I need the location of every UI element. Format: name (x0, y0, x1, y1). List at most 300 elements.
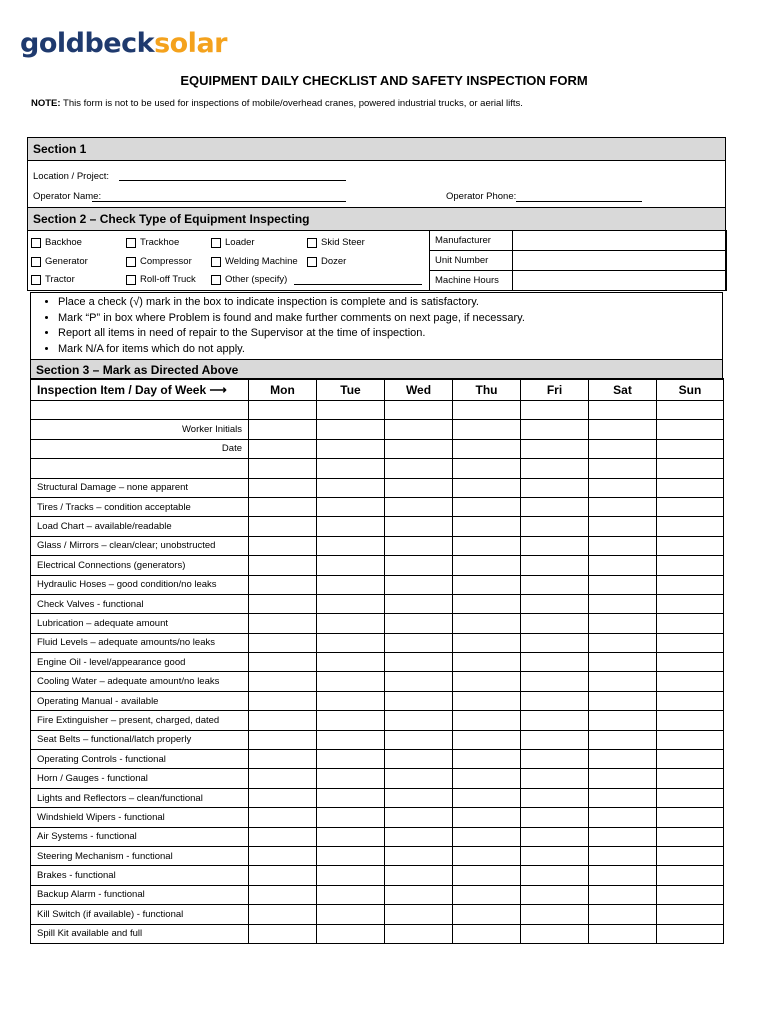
inspection-item-row (31, 924, 724, 943)
day-cell[interactable] (657, 594, 724, 613)
day-cell[interactable] (657, 730, 724, 749)
day-cell[interactable] (589, 420, 657, 439)
info-label: Unit Number (430, 251, 513, 271)
day-cell[interactable] (521, 653, 589, 672)
day-cell[interactable] (589, 808, 657, 827)
day-cell[interactable] (249, 459, 317, 478)
day-cell[interactable] (385, 905, 453, 924)
operator-name-label: Operator Name: (33, 191, 102, 202)
checkbox-trackhoe[interactable] (126, 237, 179, 248)
day-cell[interactable] (657, 536, 724, 555)
day-cell[interactable] (657, 750, 724, 769)
day-cell[interactable] (521, 866, 589, 885)
day-cell[interactable] (589, 401, 657, 420)
day-cell[interactable] (249, 672, 317, 691)
day-cell[interactable] (385, 924, 453, 943)
info-row-machine-hours (430, 271, 727, 291)
day-cell[interactable] (317, 556, 385, 575)
date-row (31, 439, 724, 458)
day-cell[interactable] (521, 730, 589, 749)
day-cell[interactable] (453, 924, 521, 943)
day-cell[interactable] (589, 497, 657, 516)
info-label: Manufacturer (430, 231, 513, 251)
day-cell[interactable] (385, 827, 453, 846)
day-cell[interactable] (317, 905, 385, 924)
info-row-unit-number (430, 251, 727, 271)
info-label: Machine Hours (430, 271, 513, 291)
day-cell[interactable] (317, 517, 385, 536)
day-cell[interactable] (521, 478, 589, 497)
row-label: Windshield Wipers - functional (31, 808, 249, 827)
day-cell[interactable] (589, 614, 657, 633)
day-cell[interactable] (657, 788, 724, 807)
inspection-item-row (31, 633, 724, 652)
row-label: Structural Damage – none apparent (31, 478, 249, 497)
manufacturer-input[interactable] (513, 231, 727, 251)
checkbox-label: Trackhoe (140, 237, 180, 248)
day-cell[interactable] (453, 556, 521, 575)
day-cell[interactable] (317, 866, 385, 885)
inspection-item-row (31, 478, 724, 497)
day-cell[interactable] (453, 905, 521, 924)
day-cell[interactable] (317, 536, 385, 555)
day-header-tue: Tue (317, 379, 385, 401)
day-cell[interactable] (521, 924, 589, 943)
day-cell[interactable] (317, 653, 385, 672)
day-cell[interactable] (317, 594, 385, 613)
row-label: Fluid Levels – adequate amounts/no leaks (31, 633, 249, 652)
checkbox-skid-steer[interactable] (307, 237, 365, 248)
row-label: Cooling Water – adequate amount/no leaks (31, 672, 249, 691)
day-cell[interactable] (453, 439, 521, 458)
day-cell[interactable] (249, 711, 317, 730)
checkbox-square[interactable] (126, 238, 136, 248)
day-cell[interactable] (317, 769, 385, 788)
day-cell[interactable] (249, 614, 317, 633)
day-cell[interactable] (317, 575, 385, 594)
day-cell[interactable] (657, 478, 724, 497)
worker-initials-row (31, 420, 724, 439)
checkbox-loader[interactable] (211, 237, 255, 248)
day-cell[interactable] (385, 420, 453, 439)
day-cell[interactable] (657, 401, 724, 420)
checkbox-label: Loader (225, 237, 255, 248)
day-cell[interactable] (453, 808, 521, 827)
checkbox-roll-off-truck[interactable] (126, 274, 196, 285)
day-cell[interactable] (317, 691, 385, 710)
day-cell[interactable] (453, 536, 521, 555)
day-cell[interactable] (521, 808, 589, 827)
other-specify-input[interactable] (294, 284, 422, 285)
day-cell[interactable] (657, 924, 724, 943)
day-cell[interactable] (317, 401, 385, 420)
logo-text-goldbeck: goldbeck (20, 28, 155, 59)
day-cell[interactable] (521, 401, 589, 420)
day-cell[interactable] (317, 924, 385, 943)
inspection-item-row (31, 614, 724, 633)
day-cell[interactable] (453, 730, 521, 749)
day-cell[interactable] (453, 653, 521, 672)
day-cell[interactable] (385, 846, 453, 865)
day-cell[interactable] (521, 575, 589, 594)
checkbox-square[interactable] (126, 257, 136, 267)
checkbox-label: Other (specify) (225, 274, 288, 285)
day-cell[interactable] (453, 827, 521, 846)
row-label: Kill Switch (if available) - functional (31, 905, 249, 924)
day-cell[interactable] (521, 885, 589, 904)
day-cell[interactable] (589, 478, 657, 497)
day-cell[interactable] (385, 866, 453, 885)
day-cell[interactable] (453, 594, 521, 613)
day-cell[interactable] (521, 439, 589, 458)
day-cell[interactable] (453, 420, 521, 439)
day-cell[interactable] (589, 924, 657, 943)
day-cell[interactable] (657, 459, 724, 478)
checkbox-square[interactable] (307, 257, 317, 267)
day-cell[interactable] (453, 575, 521, 594)
day-cell[interactable] (453, 691, 521, 710)
operator-name-input[interactable] (92, 201, 346, 202)
day-cell[interactable] (249, 594, 317, 613)
day-cell[interactable] (589, 788, 657, 807)
instruction-item: • Mark “P” in box where Problem is found and make further comments on next page, if necessary. (58, 311, 525, 327)
day-cell[interactable] (453, 633, 521, 652)
day-cell[interactable] (589, 536, 657, 555)
day-cell[interactable] (589, 769, 657, 788)
day-cell[interactable] (589, 517, 657, 536)
day-cell[interactable] (589, 633, 657, 652)
section3-heading: Section 3 – Mark as Directed Above (31, 359, 722, 379)
row-label: Spill Kit available and full (31, 924, 249, 943)
day-cell[interactable] (249, 924, 317, 943)
inspection-item-row (31, 594, 724, 613)
day-cell[interactable] (385, 885, 453, 904)
day-cell[interactable] (385, 711, 453, 730)
checkbox-welding-machine[interactable] (211, 256, 298, 267)
day-cell[interactable] (249, 517, 317, 536)
day-cell[interactable] (521, 672, 589, 691)
day-cell[interactable] (657, 575, 724, 594)
day-cell[interactable] (385, 556, 453, 575)
grid-body (31, 401, 724, 944)
day-cell[interactable] (453, 497, 521, 516)
day-cell[interactable] (521, 691, 589, 710)
day-cell[interactable] (249, 633, 317, 652)
company-logo (20, 26, 227, 62)
day-cell[interactable] (521, 497, 589, 516)
checkbox-compressor[interactable] (126, 256, 192, 267)
day-cell[interactable] (317, 420, 385, 439)
checkbox-label: Welding Machine (225, 256, 298, 267)
machine-hours-input[interactable] (513, 271, 727, 291)
day-cell[interactable] (657, 885, 724, 904)
day-cell[interactable] (385, 478, 453, 497)
day-cell[interactable] (317, 788, 385, 807)
day-cell[interactable] (385, 536, 453, 555)
day-cell[interactable] (521, 536, 589, 555)
day-cell[interactable] (453, 866, 521, 885)
day-cell[interactable] (317, 497, 385, 516)
checkbox-square[interactable] (126, 275, 136, 285)
day-cell[interactable] (589, 691, 657, 710)
location-label: Location / Project: (33, 171, 110, 182)
day-cell[interactable] (589, 827, 657, 846)
row-label: Backup Alarm - functional (31, 885, 249, 904)
checkbox-square[interactable] (31, 238, 41, 248)
day-cell[interactable] (521, 769, 589, 788)
row-label: Steering Mechanism - functional (31, 846, 249, 865)
day-cell[interactable] (249, 808, 317, 827)
day-cell[interactable] (317, 711, 385, 730)
day-cell[interactable] (385, 691, 453, 710)
day-cell[interactable] (657, 769, 724, 788)
grid-header-label (31, 379, 249, 401)
day-cell[interactable] (317, 614, 385, 633)
inspection-item-row (31, 672, 724, 691)
day-cell[interactable] (317, 730, 385, 749)
inspection-item-row (31, 905, 724, 924)
day-cell[interactable] (521, 459, 589, 478)
row-label: Electrical Connections (generators) (31, 556, 249, 575)
day-cell[interactable] (249, 866, 317, 885)
checkbox-generator[interactable] (31, 256, 88, 267)
day-cell[interactable] (589, 905, 657, 924)
day-cell[interactable] (385, 750, 453, 769)
unit-number-input[interactable] (513, 251, 727, 271)
day-cell[interactable] (453, 614, 521, 633)
day-cell[interactable] (453, 846, 521, 865)
day-cell[interactable] (385, 633, 453, 652)
day-cell[interactable] (521, 517, 589, 536)
checkbox-dozer[interactable] (307, 256, 346, 267)
day-cell[interactable] (453, 769, 521, 788)
checkbox-square[interactable] (211, 275, 221, 285)
day-cell[interactable] (249, 905, 317, 924)
day-cell[interactable] (249, 439, 317, 458)
row-label (31, 401, 249, 420)
operator-phone-input[interactable] (516, 201, 642, 202)
day-cell[interactable] (249, 750, 317, 769)
day-cell[interactable] (385, 653, 453, 672)
inspection-item-row (31, 846, 724, 865)
day-cell[interactable] (317, 846, 385, 865)
day-cell[interactable] (385, 672, 453, 691)
day-cell[interactable] (249, 827, 317, 846)
day-cell[interactable] (657, 439, 724, 458)
day-cell[interactable] (657, 905, 724, 924)
day-cell[interactable] (521, 594, 589, 613)
day-cell[interactable] (453, 517, 521, 536)
checkbox-tractor[interactable] (31, 274, 75, 285)
day-cell[interactable] (249, 730, 317, 749)
section1-heading: Section 1 (28, 138, 725, 161)
inspection-item-row (31, 885, 724, 904)
day-cell[interactable] (521, 556, 589, 575)
day-cell[interactable] (657, 556, 724, 575)
day-cell[interactable] (657, 614, 724, 633)
day-cell[interactable] (657, 846, 724, 865)
day-cell[interactable] (589, 672, 657, 691)
day-cell[interactable] (385, 614, 453, 633)
location-input[interactable] (119, 180, 346, 181)
form-note (31, 98, 523, 109)
day-cell[interactable] (385, 808, 453, 827)
day-cell[interactable] (589, 730, 657, 749)
day-cell[interactable] (589, 575, 657, 594)
day-cell[interactable] (317, 885, 385, 904)
inspection-item-row (31, 575, 724, 594)
day-cell[interactable] (521, 614, 589, 633)
checkbox-label: Generator (45, 256, 88, 267)
checkbox-square[interactable] (307, 238, 317, 248)
day-cell[interactable] (657, 653, 724, 672)
row-label: Engine Oil - level/appearance good (31, 653, 249, 672)
day-cell[interactable] (589, 459, 657, 478)
checkbox-square[interactable] (211, 257, 221, 267)
day-cell[interactable] (385, 730, 453, 749)
checkbox-square[interactable] (211, 238, 221, 248)
day-cell[interactable] (385, 517, 453, 536)
day-cell[interactable] (249, 420, 317, 439)
day-cell[interactable] (249, 691, 317, 710)
note-label: NOTE: (31, 98, 61, 109)
row-label: Check Valves - functional (31, 594, 249, 613)
day-cell[interactable] (249, 497, 317, 516)
checkbox-square[interactable] (31, 275, 41, 285)
inspection-item-row (31, 866, 724, 885)
day-cell[interactable] (589, 556, 657, 575)
day-cell[interactable] (249, 769, 317, 788)
inspection-item-row (31, 536, 724, 555)
day-cell[interactable] (249, 653, 317, 672)
day-cell[interactable] (317, 750, 385, 769)
day-cell[interactable] (657, 633, 724, 652)
day-cell[interactable] (521, 711, 589, 730)
instruction-item: • Place a check (√) mark in the box to indicate inspection is complete and is satisfactory. (58, 295, 525, 311)
day-cell[interactable] (657, 808, 724, 827)
day-cell[interactable] (453, 788, 521, 807)
day-cell[interactable] (385, 459, 453, 478)
day-cell[interactable] (521, 633, 589, 652)
day-cell[interactable] (385, 497, 453, 516)
day-cell[interactable] (453, 401, 521, 420)
day-cell[interactable] (657, 517, 724, 536)
day-header-sat: Sat (589, 379, 657, 401)
day-cell[interactable] (589, 653, 657, 672)
day-cell[interactable] (249, 536, 317, 555)
day-cell[interactable] (249, 401, 317, 420)
day-cell[interactable] (657, 827, 724, 846)
checkbox-backhoe[interactable] (31, 237, 82, 248)
day-cell[interactable] (521, 827, 589, 846)
day-cell[interactable] (249, 788, 317, 807)
day-cell[interactable] (385, 788, 453, 807)
checkbox-label: Skid Steer (321, 237, 365, 248)
instruction-item: • Report all items in need of repair to the Supervisor at the time of inspection. (58, 326, 525, 342)
day-cell[interactable] (385, 769, 453, 788)
day-cell[interactable] (453, 711, 521, 730)
day-cell[interactable] (521, 905, 589, 924)
day-cell[interactable] (657, 420, 724, 439)
day-cell[interactable] (453, 459, 521, 478)
inspection-item-row (31, 808, 724, 827)
checkbox-square[interactable] (31, 257, 41, 267)
row-label: Date (31, 439, 249, 458)
inspection-item-row (31, 750, 724, 769)
inspection-item-row (31, 653, 724, 672)
day-cell[interactable] (453, 478, 521, 497)
instruction-item: • Mark N/A for items which do not apply. (58, 342, 525, 358)
day-cell[interactable] (453, 885, 521, 904)
day-cell[interactable] (657, 691, 724, 710)
day-cell[interactable] (521, 788, 589, 807)
day-cell[interactable] (589, 750, 657, 769)
checkbox-label: Roll-off Truck (140, 274, 196, 285)
row-label: Glass / Mirrors – clean/clear; unobstructed (31, 536, 249, 555)
day-cell[interactable] (521, 750, 589, 769)
day-cell[interactable] (453, 672, 521, 691)
info-row-manufacturer (430, 231, 727, 251)
checkbox-label: Compressor (140, 256, 192, 267)
day-cell[interactable] (385, 439, 453, 458)
day-cell[interactable] (589, 885, 657, 904)
row-label: Brakes - functional (31, 866, 249, 885)
day-cell[interactable] (317, 808, 385, 827)
day-cell[interactable] (249, 556, 317, 575)
note-text: This form is not to be used for inspections of mobile/overhead cranes, powered industrial trucks, or aerial lifts. (60, 98, 523, 109)
day-cell[interactable] (317, 478, 385, 497)
day-cell[interactable] (589, 711, 657, 730)
day-cell[interactable] (385, 594, 453, 613)
row-label: Hydraulic Hoses – good condition/no leaks (31, 575, 249, 594)
day-cell[interactable] (589, 594, 657, 613)
day-header-fri: Fri (521, 379, 589, 401)
section1-box (27, 137, 726, 208)
day-cell[interactable] (453, 750, 521, 769)
day-cell[interactable] (317, 633, 385, 652)
day-cell[interactable] (317, 672, 385, 691)
day-cell[interactable] (317, 439, 385, 458)
day-cell[interactable] (589, 439, 657, 458)
day-cell[interactable] (657, 497, 724, 516)
day-cell[interactable] (385, 575, 453, 594)
row-label: Operating Controls - functional (31, 750, 249, 769)
day-cell[interactable] (657, 711, 724, 730)
row-label: Seat Belts – functional/latch properly (31, 730, 249, 749)
inspection-item-row (31, 556, 724, 575)
day-cell[interactable] (317, 459, 385, 478)
day-cell[interactable] (249, 846, 317, 865)
day-cell[interactable] (521, 846, 589, 865)
day-cell[interactable] (249, 478, 317, 497)
inspection-item-row (31, 691, 724, 710)
row-label: Horn / Gauges - functional (31, 769, 249, 788)
day-cell[interactable] (385, 401, 453, 420)
day-cell[interactable] (589, 866, 657, 885)
day-cell[interactable] (657, 672, 724, 691)
day-cell[interactable] (657, 866, 724, 885)
day-cell[interactable] (521, 420, 589, 439)
inspection-item-row (31, 497, 724, 516)
day-cell[interactable] (317, 827, 385, 846)
row-label: Fire Extinguisher – present, charged, dated (31, 711, 249, 730)
day-cell[interactable] (589, 846, 657, 865)
day-cell[interactable] (249, 575, 317, 594)
logo-text-solar: solar (154, 28, 227, 59)
day-header-mon: Mon (249, 379, 317, 401)
day-cell[interactable] (249, 885, 317, 904)
checkbox-other[interactable] (211, 274, 287, 285)
